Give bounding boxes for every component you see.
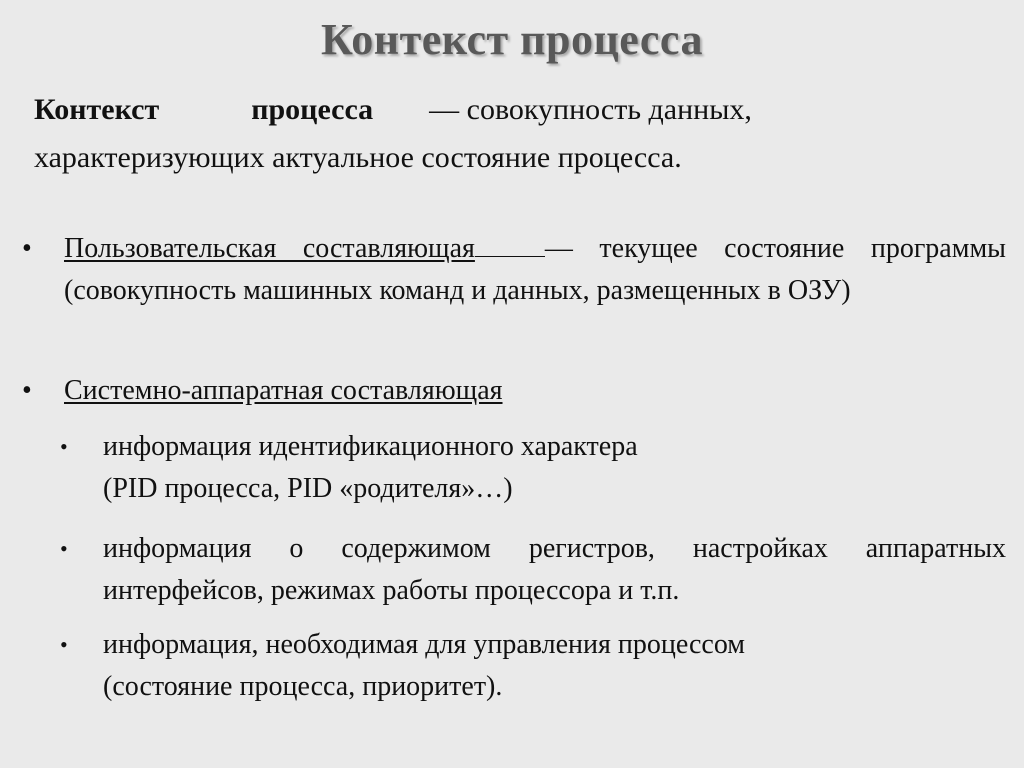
- sub-bullet-dot: •: [60, 434, 68, 459]
- user-component-text: — текущее состояние программы (совокупность машинных команд и данных, размещенных в ОЗУ): [64, 233, 1006, 306]
- system-component-heading: Системно-аппаратная составляющая: [64, 375, 503, 406]
- identification-line1: информация идентификационного характера: [103, 431, 638, 462]
- management-line1: информация, необходимая для управления процессом: [103, 629, 746, 660]
- definition: [34, 86, 1006, 182]
- list-item-user-component: [22, 228, 1006, 312]
- list-item-system-component: [22, 370, 1006, 412]
- management-line2: (состояние процесса, приоритет).: [103, 671, 503, 702]
- bullet-dot: •: [22, 375, 32, 406]
- slide-title: Контекст процесса: [321, 15, 703, 64]
- definition-term-2: процесса: [251, 93, 374, 126]
- definition-term-1: Контекст: [34, 93, 160, 126]
- sub-list-item-management: [60, 624, 1006, 708]
- definition-line2: характеризующих актуальное состояние процесса.: [34, 141, 682, 174]
- bullet-dot: •: [22, 233, 32, 264]
- definition-rest: — совокупность данных,: [429, 93, 752, 126]
- user-component-heading: Пользовательская составляющая: [64, 233, 475, 264]
- sub-list-item-registers: [60, 528, 1006, 612]
- identification-line2: (PID процесса, PID «родителя»…): [103, 473, 513, 504]
- registers-text: информация о содержимом регистров, настройках аппаратных интерфейсов, режимах работы процессора и т.п.: [103, 533, 1006, 606]
- sub-bullet-dot: •: [60, 632, 68, 657]
- sub-bullet-dot: •: [60, 536, 68, 561]
- sub-list-item-identification: [60, 426, 1006, 510]
